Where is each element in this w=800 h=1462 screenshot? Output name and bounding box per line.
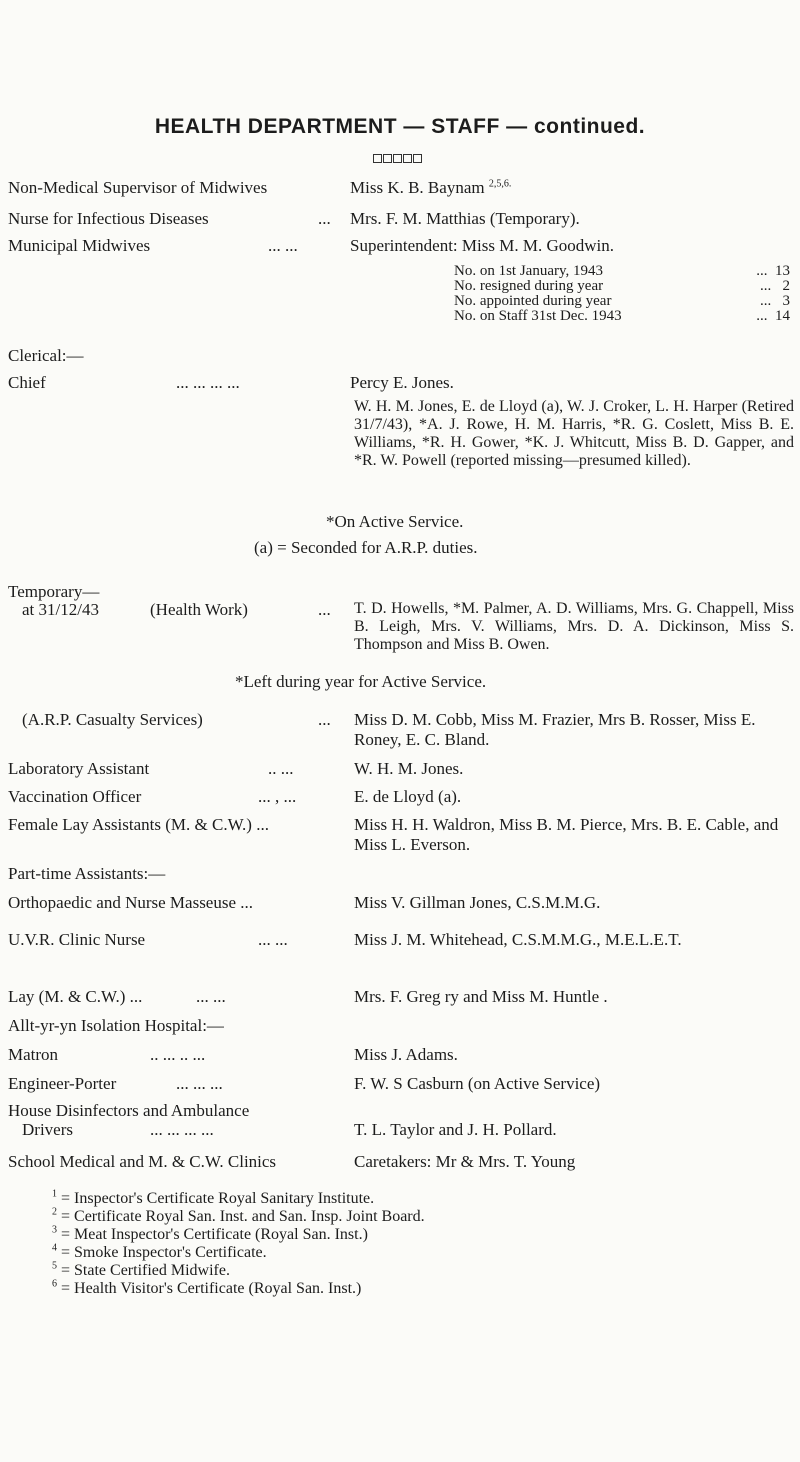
stat-row: No. on Staff 31st Dec. 1943 ... 14 — [454, 308, 790, 324]
dots-arp: ... — [318, 710, 331, 729]
dots-chief: ... ... ... ... — [176, 373, 240, 392]
dots-temporary: ... — [318, 600, 331, 619]
label-supervisor: Non-Medical Supervisor of Midwives — [8, 178, 268, 197]
clerical-staff-list: W. H. M. Jones, E. de Lloyd (a), W. J. Croker, L. H. Harper (Retired 31/7/43), *A. J. Rowe, H. M. Harris, *R. G. Coslett, Miss B. E. Williams, *R. H. Gower, *K. J. Whitcutt, Miss B. D. Gapper, and *R. W. Powell (reported missing—presumed killed). — [354, 398, 794, 469]
temporary-staff-list: T. D. Howells, *M. Palmer, A. D. Williams, Mrs. G. Chappell, Miss B. Leigh, Mrs. V. Williams, Mrs. D. A. Dickinson, Miss S. Thompson and Miss B. Owen. — [354, 600, 794, 653]
note-left-during-year: *Left during year for Active Service. — [235, 672, 487, 691]
footnote: $^2$ = Certificate Royal San. Inst. and San. Insp. Joint Board. — [52, 1206, 425, 1225]
label-drivers: Drivers — [22, 1120, 73, 1139]
label-school-clinics: School Medical and M. & C.W. Clinics — [8, 1152, 277, 1171]
footnote: $^4$ = Smoke Inspector's Certificate. — [52, 1242, 267, 1261]
label-matron: Matron — [8, 1045, 59, 1064]
label-health-work: (Health Work) — [150, 600, 248, 619]
dots-engineer: ... ... ... — [176, 1074, 223, 1093]
value-midwives: Superintendent: Miss M. M. Goodwin. — [350, 236, 614, 255]
footnote: $^1$ = Inspector's Certificate Royal Sanitary Institute. — [52, 1188, 375, 1207]
value-lab: W. H. M. Jones. — [354, 759, 464, 778]
label-house-disinfectors: House Disinfectors and Ambulance — [8, 1101, 250, 1120]
dots-uvr: ... ... — [258, 930, 288, 949]
value-infectious: Mrs. F. M. Matthias (Temporary). — [350, 209, 580, 228]
value-matron: Miss J. Adams. — [354, 1045, 458, 1064]
stat-row: No. appointed during year ... 3 — [454, 293, 790, 309]
value-female-lay: Miss H. H. Waldron, Miss B. M. Pierce, Mrs. B. E. Cable, and Miss L. Everson. — [354, 815, 779, 854]
ornament-divider — [373, 148, 427, 160]
value-drivers: T. L. Taylor and J. H. Pollard. — [354, 1120, 557, 1139]
label-temporary-date: at 31/12/43 — [22, 600, 99, 619]
dots-drivers: ... ... ... ... — [150, 1120, 214, 1139]
value-arp: Miss D. M. Cobb, Miss M. Frazier, Mrs B. Rosser, Miss E. Roney, E. C. Bland. — [354, 710, 756, 749]
dots-vaccination: ... , ... — [258, 787, 297, 806]
note-active-service: *On Active Service. — [326, 512, 464, 531]
label-part-time: Part-time Assistants:— — [8, 864, 166, 883]
label-temporary: Temporary— — [8, 582, 100, 601]
stat-row: No. on 1st January, 1943 ... 13 — [454, 263, 790, 279]
footnote: $^6$ = Health Visitor's Certificate (Royal San. Inst.) — [52, 1278, 362, 1297]
label-arp: (A.R.P. Casualty Services) — [22, 710, 203, 729]
value-lay: Mrs. F. Greg ry and Miss M. Huntle . — [354, 987, 608, 1006]
label-vaccination: Vaccination Officer — [8, 787, 142, 806]
note-seconded: (a) = Seconded for A.R.P. duties. — [254, 538, 478, 557]
label-infectious: Nurse for Infectious Diseases — [8, 209, 209, 228]
dots-midwives: ... ... — [268, 236, 298, 255]
stat-row: No. resigned during year ... 2 — [454, 278, 790, 294]
midwife-stats — [454, 264, 790, 324]
value-vaccination: E. de Lloyd (a). — [354, 787, 462, 806]
page-title: HEALTH DEPARTMENT — STAFF — continued. — [154, 115, 646, 138]
dots-lay: ... ... — [196, 987, 226, 1006]
value-engineer: F. W. S Casburn (on Active Service) — [354, 1074, 601, 1093]
value-supervisor: Miss K. B. Baynam $^{2,5,6.}$ — [350, 178, 512, 197]
value-caretakers: Caretakers: Mr & Mrs. T. Young — [354, 1152, 576, 1171]
label-allt-yr-yn: Allt-yr-yn Isolation Hospital:— — [8, 1016, 224, 1035]
label-chief: Chief — [8, 373, 46, 392]
dots-lab: .. ... — [268, 759, 294, 778]
label-midwives: Municipal Midwives — [8, 236, 151, 255]
label-lab: Laboratory Assistant — [8, 759, 150, 778]
dots-matron: .. ... .. ... — [150, 1045, 206, 1064]
supervisor-qualifications: 2,5,6. — [488, 178, 512, 190]
footnote: $^3$ = Meat Inspector's Certificate (Royal San. Inst.) — [52, 1224, 368, 1243]
label-female-lay: Female Lay Assistants (M. & C.W.) ... — [8, 815, 269, 834]
footnote: $^5$ = State Certified Midwife. — [52, 1260, 230, 1279]
label-clerical: Clerical:— — [8, 346, 84, 365]
label-orthopaedic: Orthopaedic and Nurse Masseuse ... — [8, 893, 254, 912]
label-lay: Lay (M. & C.W.) ... — [8, 987, 143, 1006]
label-engineer: Engineer-Porter — [8, 1074, 117, 1093]
label-uvr: U.V.R. Clinic Nurse — [8, 930, 146, 949]
value-chief: Percy E. Jones. — [350, 373, 454, 392]
value-orthopaedic: Miss V. Gillman Jones, C.S.M.M.G. — [354, 893, 601, 912]
value-uvr: Miss J. M. Whitehead, C.S.M.M.G., M.E.L.E.T. — [354, 930, 682, 949]
dots-infectious: ... — [318, 209, 331, 228]
